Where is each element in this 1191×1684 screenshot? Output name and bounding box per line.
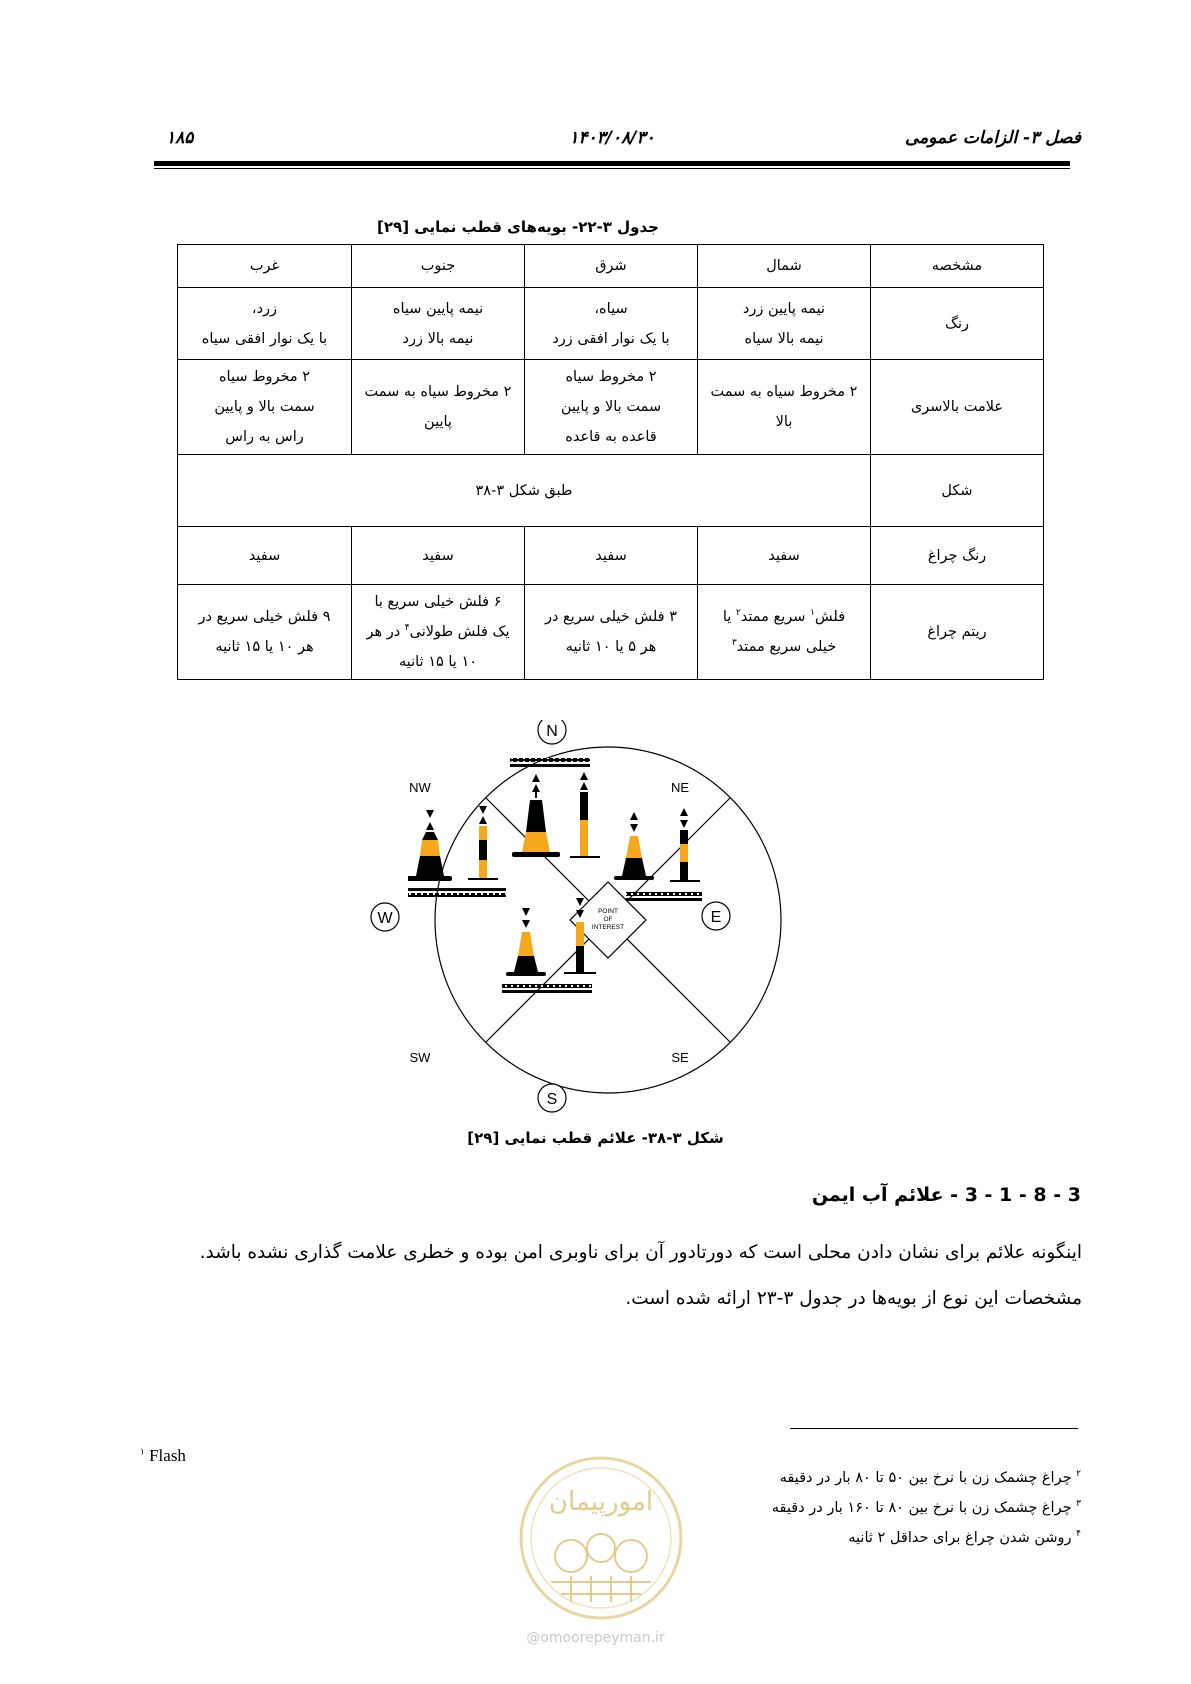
south-label: S (546, 1091, 558, 1108)
header-rule-thick (154, 161, 1070, 166)
nw-label: NW (409, 780, 431, 795)
west-cone-buoy-bottom (416, 856, 444, 876)
west-spar-cone-lower (479, 816, 487, 824)
north-light-rhythm-bar (510, 758, 590, 762)
west-buoys (408, 806, 506, 897)
header-date: ۱۴۰۳/۰۸/۳۰ (569, 128, 655, 148)
north-spar-cone-lower (580, 782, 588, 790)
west-label: W (377, 910, 393, 927)
north-buoys (510, 758, 600, 858)
east-spar-cone-lower (680, 820, 688, 828)
south-light-rhythm-bar (502, 984, 592, 988)
table-caption: جدول ۳-۲۲- بویه‌های قطب نمایی [۲۹] (377, 218, 659, 236)
table-cell: ۹ فلش خیلی سریع در هر ۱۰ یا ۱۵ ثانیه (178, 585, 352, 680)
north-cone-buoy-bottom (522, 832, 550, 852)
table-cell: ۳ فلش خیلی سریع در هر ۵ یا ۱۰ ثانیه (525, 585, 698, 680)
south-topmark-cone-upper (522, 908, 530, 916)
watermark-url: @omoorepeyman.ir (526, 1630, 665, 1646)
east-label: E (710, 909, 722, 926)
table-cell: سفید (178, 527, 352, 585)
east-topmark-cone-lower (630, 824, 638, 832)
south-light-bar (502, 990, 592, 993)
cardinal-buoys-table (177, 244, 1044, 680)
west-spar-cone-upper (479, 806, 487, 814)
poi-label-3: INTEREST (591, 924, 625, 931)
table-header-cell: جنوب (352, 245, 525, 288)
footnote-4: $^۴$ روشن شدن چراغ برای حداقل ۲ ثانیه (848, 1529, 1081, 1546)
north-cone-buoy-top (526, 800, 546, 832)
paragraph-line: مشخصات این نوع از بویه‌ها در جدول ۳-۲۳ ارائه شده است. (625, 1288, 1082, 1309)
west-topmark-cone-upper (426, 810, 434, 818)
south-spar-top (576, 922, 584, 946)
poi-label-2: OF (603, 916, 613, 923)
east-light-bar (626, 898, 702, 901)
table-row-light-color (178, 527, 1044, 585)
table-row-color (178, 288, 1044, 360)
footnote-2: $^۲$ چراغ چشمک زن با نرخ بین ۵۰ تا ۸۰ بار در دقیقه (779, 1469, 1081, 1486)
footnote-1: $^۱$ Flash (140, 1446, 186, 1465)
table-cell: سفید (698, 527, 871, 585)
north-spar-cone-upper (580, 772, 588, 780)
table-cell: ۶ فلش خیلی سریع با یک فلش طولانی$^۴$ در هر ۱۰ یا ۱۵ ثانیه (352, 585, 525, 680)
east-spar-cone-upper (680, 808, 688, 816)
header-rule-thin (154, 168, 1070, 169)
row-label: رنگ (871, 288, 1044, 360)
table-cell: ۲ مخروط سیاه سمت بالا و پایین قاعده به قاعده (525, 360, 698, 455)
west-light-rhythm-bar (408, 893, 506, 897)
row-label: علامت بالاسری (871, 360, 1044, 455)
table-row-light-rhythm (178, 585, 1044, 680)
merged-cell: طبق شکل ۳-۳۸ (178, 455, 871, 527)
poi-label-1: POINT (598, 908, 618, 915)
north-spar-bottom (580, 820, 588, 856)
north-topmark-cone-upper (532, 774, 540, 782)
section-paragraph (138, 1230, 1082, 1322)
table-cell: فلش$^۱$ سریع ممتد$^۲$ یا خیلی سریع ممتد$^۳$ (698, 585, 871, 680)
section-heading: 3 - 8 - 1 - 3 - علائم آب ایمن (811, 1184, 1081, 1206)
se-label: SE (671, 1050, 689, 1065)
table-header-cell: شمال (698, 245, 871, 288)
east-buoys (614, 808, 702, 901)
table-cell: نیمه پایین سیاه نیمه بالا زرد (352, 288, 525, 360)
north-label: N (546, 723, 558, 740)
table-cell: زرد، با یک نوار افقی سیاه (178, 288, 352, 360)
table-cell: نیمه پایین زرد نیمه بالا سیاه (698, 288, 871, 360)
north-topmark-cone-lower (532, 784, 540, 792)
footnote-rule (790, 1428, 1078, 1429)
chapter-title: فصل ۳- الزامات عمومی (904, 128, 1081, 148)
table-cell: ۲ مخروط سیاه به سمت پایین (352, 360, 525, 455)
page-number: ۱۸۵ (166, 128, 194, 148)
table-cell: سفید (352, 527, 525, 585)
table-header-cell: مشخصه (871, 245, 1044, 288)
table-cell: سفید (525, 527, 698, 585)
south-spar-bottom (576, 946, 584, 972)
row-label: شکل (871, 455, 1044, 527)
west-light-bar (408, 888, 506, 891)
table-row-shape (178, 455, 1044, 527)
table-header-cell: غرب (178, 245, 352, 288)
table-cell: ۲ مخروط سیاه به سمت بالا (698, 360, 871, 455)
east-topmark-cone-upper (630, 812, 638, 820)
sw-label: SW (409, 1050, 431, 1065)
west-topmark-cone-lower (426, 822, 434, 830)
table-cell: ۲ مخروط سیاه سمت بالا و پایین راس به راس (178, 360, 352, 455)
south-cone-buoy-bottom (514, 956, 538, 972)
ne-label: NE (670, 780, 690, 795)
south-topmark-cone-lower (522, 920, 530, 928)
row-label: ریتم چراغ (871, 585, 1044, 680)
watermark-seal (515, 1452, 687, 1624)
table-cell: سیاه، با یک نوار افقی زرد (525, 288, 698, 360)
north-light-bar (510, 764, 590, 767)
paragraph-line: اینگونه علائم برای نشان دادن محلی است که دورتادور آن برای ناوبری امن بوده و خطری علامت گذاری نشده باشد. (199, 1242, 1082, 1263)
cardinal-marks-figure (408, 720, 808, 1120)
watermark-logo-text: امورپیمان (548, 1487, 654, 1517)
table-header-cell: شرق (525, 245, 698, 288)
east-cone-buoy-bottom (622, 858, 646, 876)
south-cone-buoy-top (518, 932, 534, 956)
figure-caption: شکل ۳-۳۸- علائم قطب نمایی [۲۹] (467, 1129, 724, 1147)
west-label-badge (368, 900, 402, 934)
table-row-topmark (178, 360, 1044, 455)
row-label: رنگ چراغ (871, 527, 1044, 585)
table-header-row (178, 245, 1044, 288)
footnote-3: $^۳$ چراغ چشمک زن با نرخ بین ۸۰ تا ۱۶۰ بار در دقیقه (771, 1499, 1081, 1516)
east-light-rhythm-bar (626, 892, 702, 896)
north-spar-top (580, 792, 588, 820)
south-spar-cone-upper (576, 898, 584, 906)
